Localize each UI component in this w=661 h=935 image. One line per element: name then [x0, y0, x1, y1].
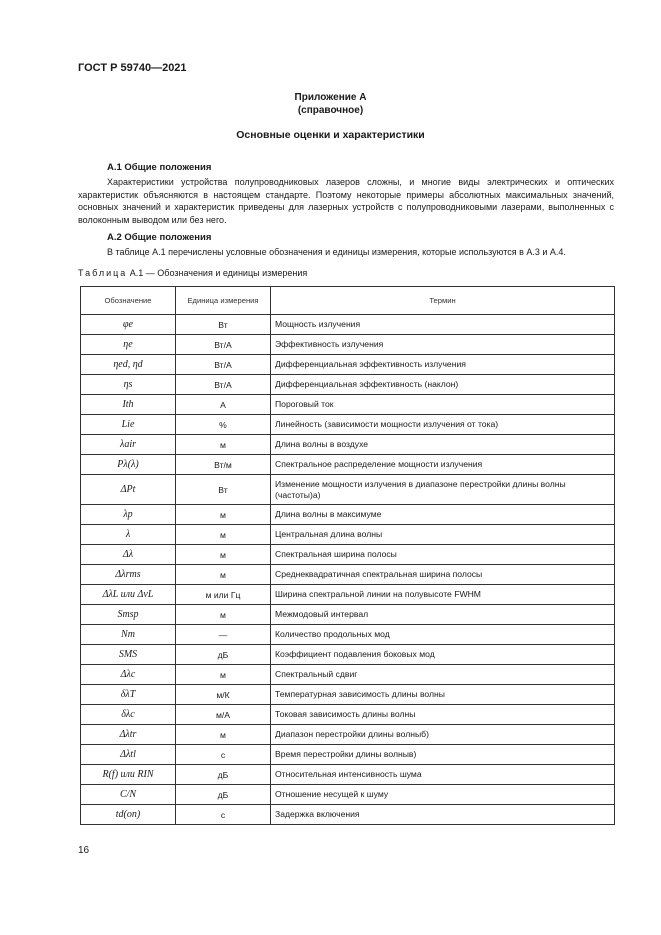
cell-unit: м [176, 565, 271, 585]
cell-unit: % [176, 415, 271, 435]
cell-symbol: ΔPt [81, 475, 176, 505]
cell-unit: м [176, 665, 271, 685]
table-caption-prefix: Таблица [78, 268, 128, 278]
cell-symbol: Nm [81, 625, 176, 645]
cell-term: Спектральная ширина полосы [271, 545, 615, 565]
table-row [81, 415, 615, 435]
cell-unit: м [176, 545, 271, 565]
cell-unit: — [176, 625, 271, 645]
cell-unit: Вт/м [176, 455, 271, 475]
cell-term: Температурная зависимость длины волны [271, 685, 615, 705]
cell-term: Длина волны в максимуме [271, 505, 615, 525]
cell-symbol: C/N [81, 785, 176, 805]
cell-term: Мощность излучения [271, 315, 615, 335]
table-row [81, 645, 615, 665]
table-row [81, 355, 615, 375]
cell-symbol: δλc [81, 705, 176, 725]
cell-term: Отношение несущей к шуму [271, 785, 615, 805]
appendix-title: Приложение А [294, 92, 367, 103]
cell-unit: м или Гц [176, 585, 271, 605]
header-unit: Единица измерения [176, 287, 271, 315]
cell-term: Спектральный сдвиг [271, 665, 615, 685]
table-row [81, 475, 615, 505]
table-row [81, 335, 615, 355]
cell-term: Диапазон перестройки длины волныб) [271, 725, 615, 745]
document-code: ГОСТ Р 59740—2021 [78, 62, 187, 74]
cell-term: Количество продольных мод [271, 625, 615, 645]
table-row [81, 805, 615, 825]
cell-term: Спектральное распределение мощности излучения [271, 455, 615, 475]
cell-term: Длина волны в воздухе [271, 435, 615, 455]
table-row [81, 665, 615, 685]
table-row [81, 525, 615, 545]
table-row [81, 455, 615, 475]
table-row [81, 685, 615, 705]
cell-symbol: ηed, ηd [81, 355, 176, 375]
table-row [81, 375, 615, 395]
cell-unit: м [176, 725, 271, 745]
table-row [81, 585, 615, 605]
cell-symbol: Lie [81, 415, 176, 435]
section1-heading: А.1 Общие положения [107, 162, 212, 173]
cell-symbol: R(f) или RIN [81, 765, 176, 785]
cell-unit: с [176, 805, 271, 825]
table-row [81, 725, 615, 745]
cell-term: Токовая зависимость длины волны [271, 705, 615, 725]
cell-unit: м/А [176, 705, 271, 725]
cell-symbol: SMS [81, 645, 176, 665]
cell-unit: м/К [176, 685, 271, 705]
table-header-row [81, 287, 615, 315]
table-row [81, 545, 615, 565]
cell-term: Коэффициент подавления боковых мод [271, 645, 615, 665]
header-term: Термин [271, 287, 615, 315]
cell-symbol: ηs [81, 375, 176, 395]
cell-symbol: λp [81, 505, 176, 525]
cell-symbol: λair [81, 435, 176, 455]
main-title: Основные оценки и характеристики [236, 129, 425, 141]
table-row [81, 435, 615, 455]
cell-symbol: Δλtl [81, 745, 176, 765]
page-number: 16 [78, 845, 90, 856]
table-caption-rest: А.1 — Обозначения и единицы измерения [127, 268, 308, 278]
cell-unit: м [176, 435, 271, 455]
cell-unit: м [176, 505, 271, 525]
section1-text [78, 176, 614, 226]
section1-text-body: Характеристики устройства полупроводниковых лазеров сложны, и многие виды электрических и оптических характеристик объясняются в настоящем стандарте. Поэтому некоторые примеры абсолютных максимальных значений, основных значений и характеристик приведены для лазерных устройств с полупроводниковыми лазерами, выполненных с волоконным выводом или без него. [78, 177, 614, 225]
cell-symbol: Pλ(λ) [81, 455, 176, 475]
cell-symbol: λ [81, 525, 176, 545]
cell-unit: А [176, 395, 271, 415]
cell-unit: Вт/А [176, 375, 271, 395]
cell-term: Изменение мощности излучения в диапазоне перестройки длины волны (частоты)а) [271, 475, 615, 505]
cell-term: Среднеквадратичная спектральная ширина полосы [271, 565, 615, 585]
cell-term: Линейность (зависимости мощности излучения от тока) [271, 415, 615, 435]
cell-term: Ширина спектральной линии на полувысоте FWHM [271, 585, 615, 605]
cell-term: Дифференциальная эффективность излучения [271, 355, 615, 375]
cell-term: Межмодовый интервал [271, 605, 615, 625]
table-row [81, 705, 615, 725]
section2-text [78, 246, 614, 259]
table-row [81, 565, 615, 585]
cell-unit: дБ [176, 645, 271, 665]
table-row [81, 785, 615, 805]
header-symbol: Обозначение [81, 287, 176, 315]
cell-symbol: Δλrms [81, 565, 176, 585]
cell-unit: Вт/А [176, 355, 271, 375]
table-row [81, 505, 615, 525]
cell-term: Пороговый ток [271, 395, 615, 415]
cell-symbol: td(on) [81, 805, 176, 825]
table-row [81, 605, 615, 625]
section2-heading: А.2 Общие положения [107, 232, 212, 243]
cell-term: Время перестройки длины волныв) [271, 745, 615, 765]
table-caption [78, 268, 307, 278]
cell-symbol: ηe [81, 335, 176, 355]
table-row [81, 745, 615, 765]
cell-unit: с [176, 745, 271, 765]
table-row [81, 625, 615, 645]
cell-term: Эффективность излучения [271, 335, 615, 355]
cell-symbol: Δλ [81, 545, 176, 565]
cell-term: Относительная интенсивность шума [271, 765, 615, 785]
cell-term: Дифференциальная эффективность (наклон) [271, 375, 615, 395]
cell-unit: Вт [176, 315, 271, 335]
table-row [81, 395, 615, 415]
cell-symbol: δλT [81, 685, 176, 705]
cell-symbol: Smsp [81, 605, 176, 625]
appendix-subtitle: (справочное) [297, 105, 364, 116]
section2-text-body: В таблице А.1 перечислены условные обозначения и единицы измерения, которые используются в А.3 и А.4. [107, 247, 566, 257]
cell-term: Задержка включения [271, 805, 615, 825]
cell-symbol: ΔλL или ΔνL [81, 585, 176, 605]
cell-unit: дБ [176, 785, 271, 805]
cell-symbol: Δλc [81, 665, 176, 685]
symbols-table [80, 286, 615, 825]
cell-unit: Вт [176, 475, 271, 505]
cell-symbol: φe [81, 315, 176, 335]
cell-unit: Вт/А [176, 335, 271, 355]
cell-symbol: Δλtr [81, 725, 176, 745]
cell-unit: м [176, 605, 271, 625]
cell-term: Центральная длина волны [271, 525, 615, 545]
cell-unit: м [176, 525, 271, 545]
cell-symbol: Ith [81, 395, 176, 415]
table-row [81, 315, 615, 335]
table-row [81, 765, 615, 785]
cell-unit: дБ [176, 765, 271, 785]
